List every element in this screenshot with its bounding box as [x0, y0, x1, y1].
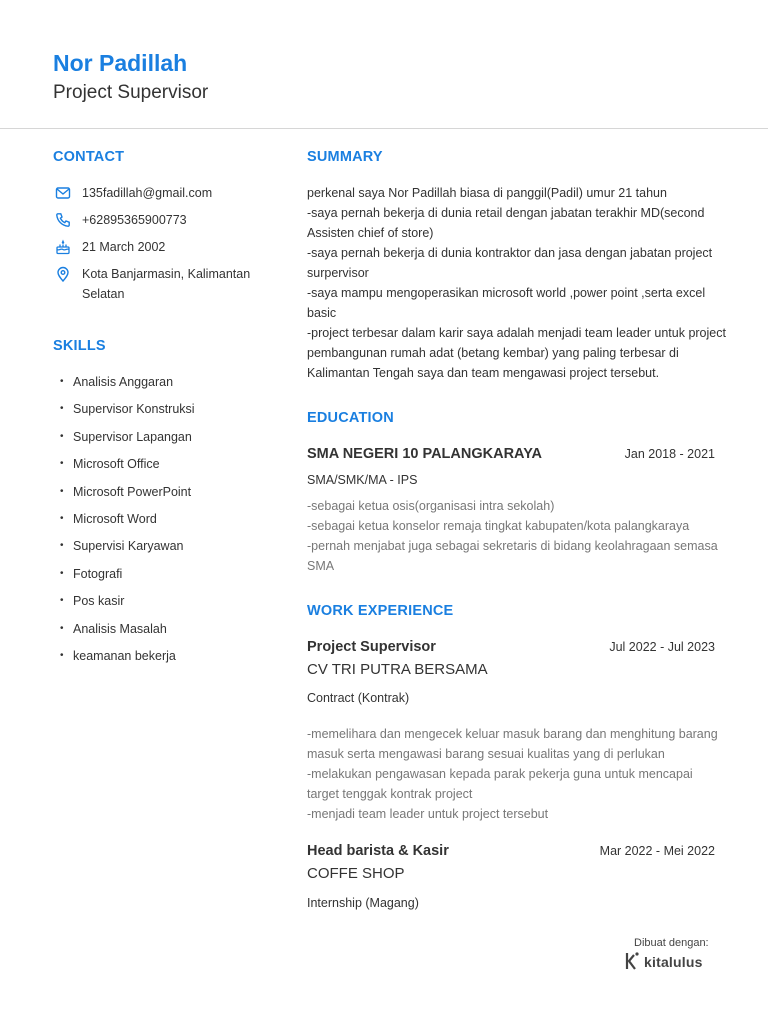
skill-label: Analisis Anggaran: [73, 375, 174, 389]
job-entry-header: [307, 639, 715, 655]
skills-list: [60, 372, 270, 673]
skills-heading: SKILLS: [53, 338, 106, 354]
education-description: [307, 496, 727, 576]
contact-birthday: [53, 237, 268, 257]
header-divider: [0, 128, 768, 129]
bullet-icon: •: [60, 430, 64, 442]
skill-item: [60, 427, 270, 447]
summary-line: perkenal saya Nor Padillah biasa di panggil(Padil) umur 21 tahun: [307, 186, 667, 200]
location-text: [82, 264, 250, 304]
education-line: -sebagai ketua osis(organisasi intra sekolah): [307, 499, 555, 513]
summary-line: -saya pernah bekerja di dunia retail dengan jabatan terakhir MD(second: [307, 206, 705, 220]
contact-heading: CONTACT: [53, 149, 125, 165]
bullet-icon: •: [60, 540, 64, 552]
summary-line: -saya mampu mengoperasikan microsoft world ,power point ,serta excel: [307, 286, 706, 300]
summary-line: surpervisor: [307, 266, 369, 280]
skill-label: Pos kasir: [73, 594, 125, 609]
skill-item: [60, 536, 270, 556]
job-type: Internship (Magang): [307, 896, 419, 910]
education-line: -sebagai ketua konselor remaja tingkat kabupaten/kota palangkaraya: [307, 519, 690, 533]
education-line: SMA: [307, 559, 335, 573]
summary-line: -saya pernah bekerja di dunia kontraktor dan jasa dengan jabatan project: [307, 246, 713, 260]
education-program: SMA/SMK/MA - IPS: [307, 473, 418, 487]
job-title: Project Supervisor: [307, 639, 436, 655]
brand-name: kitalulus: [644, 954, 703, 970]
education-line: -pernah menjabat juga sebagai sekretaris di bidang keolahragaan semasa: [307, 539, 718, 553]
job-line: masuk serta mengawasi barang sesuai kualitas yang di perlukan: [307, 747, 665, 761]
bullet-icon: •: [60, 512, 64, 524]
contact-list: [53, 183, 268, 311]
job-line: -memelihara dan mengecek keluar masuk barang dan menghitung barang: [307, 727, 718, 741]
skill-label: Analisis Masalah: [73, 621, 167, 636]
job-line: -menjadi team leader untuk project tersebut: [307, 807, 549, 821]
job-dates: Jul 2022 - Jul 2023: [609, 640, 715, 654]
brand-logo: [624, 951, 724, 973]
job-company: CV TRI PUTRA BERSAMA: [307, 661, 488, 678]
summary-line: -project terbesar dalam karir saya adalah menjadi team leader untuk project: [307, 326, 726, 340]
email-text: 135fadillah@gmail.com: [82, 186, 213, 200]
location-line-1: Kota Banjarmasin, Kalimantan: [82, 267, 251, 281]
skill-label: Fotografi: [73, 566, 123, 581]
skill-item: [60, 399, 270, 419]
skill-label: Supervisi Karyawan: [73, 539, 184, 554]
made-with-label: Dibuat dengan:: [634, 937, 709, 949]
kitalulus-logo-icon: [624, 951, 642, 973]
skill-item: [60, 454, 270, 474]
job-type: Contract (Kontrak): [307, 691, 410, 705]
candidate-name: Nor Padillah: [53, 50, 188, 76]
cake-icon: [53, 237, 73, 257]
skill-item: [60, 509, 270, 529]
bullet-icon: •: [60, 403, 64, 415]
contact-phone: [53, 210, 268, 230]
skill-label: Supervisor Konstruksi: [73, 402, 195, 417]
bullet-icon: •: [60, 376, 64, 387]
birthday-text: 21 March 2002: [82, 240, 166, 254]
skill-label: Microsoft PowerPoint: [73, 484, 192, 499]
map-pin-icon: [53, 264, 73, 284]
summary-line: basic: [307, 306, 337, 320]
skill-item: [60, 482, 270, 502]
bullet-icon: •: [60, 458, 64, 470]
job-company: COFFE SHOP: [307, 865, 405, 882]
footer-brand: [624, 937, 724, 973]
job-title: Head barista & Kasir: [307, 843, 449, 859]
summary-line: Kalimantan Tengah saya dan team mengawasi project tersebut.: [307, 366, 660, 380]
skill-item: [60, 591, 270, 611]
job-line: -melakukan pengawasan kepada parak pekerja guna untuk mencapai: [307, 767, 693, 781]
phone-icon: [53, 210, 73, 230]
resume-header: [53, 48, 208, 106]
bullet-icon: •: [60, 622, 64, 634]
bullet-icon: •: [60, 567, 64, 579]
envelope-icon: [53, 183, 73, 203]
candidate-title: Project Supervisor: [53, 82, 209, 103]
skill-item: [60, 646, 270, 666]
contact-email: [53, 183, 268, 203]
skill-item: [60, 619, 270, 639]
skill-item: [60, 564, 270, 584]
job-line: target tenggak kontrak project: [307, 787, 473, 801]
skill-item: [60, 372, 270, 392]
skill-label: Microsoft Office: [73, 457, 160, 472]
school-name: SMA NEGERI 10 PALANGKARAYA: [307, 446, 543, 462]
job-description: [307, 724, 727, 824]
bullet-icon: •: [60, 595, 64, 607]
location-line-2: Selatan: [82, 287, 125, 301]
phone-text: +62895365900773: [82, 213, 187, 227]
skill-label: Supervisor Lapangan: [73, 429, 192, 444]
education-entry-header: [307, 446, 715, 462]
contact-location: [53, 264, 268, 304]
bullet-icon: •: [60, 485, 64, 497]
work-heading: WORK EXPERIENCE: [307, 603, 454, 619]
skill-label: keamanan bekerja: [73, 648, 176, 663]
summary-text: [307, 183, 726, 383]
education-heading: EDUCATION: [307, 410, 394, 426]
job-dates: Mar 2022 - Mei 2022: [599, 844, 715, 858]
summary-line: pembangunan rumah adat (betang kembar) yang paling terbesar di: [307, 346, 679, 360]
skill-label: Microsoft Word: [73, 511, 157, 526]
summary-line: Assisten chief of store): [307, 226, 434, 240]
education-dates: Jan 2018 - 2021: [624, 447, 715, 461]
job-entry-header: [307, 843, 715, 859]
bullet-icon: •: [60, 649, 64, 661]
summary-heading: SUMMARY: [307, 149, 383, 165]
